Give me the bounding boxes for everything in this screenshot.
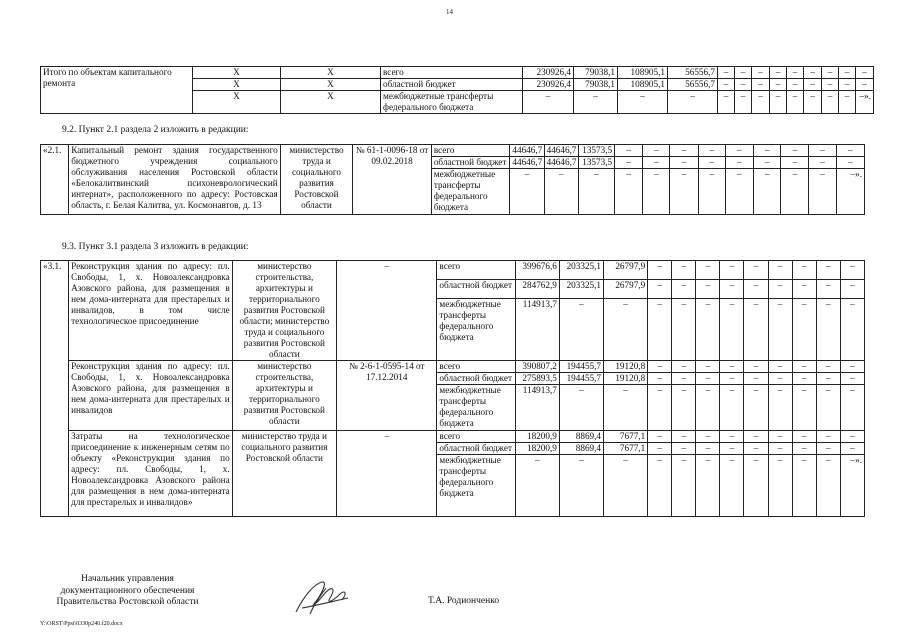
table-cell: – <box>648 455 672 517</box>
table-cell: – <box>648 373 672 385</box>
table-cell: – <box>840 299 864 361</box>
table-cell: – <box>672 455 696 517</box>
table-cell: – <box>744 261 768 280</box>
table-cell: – <box>672 385 696 431</box>
table-cell: 390807,2 <box>515 361 559 373</box>
table-cell: – <box>792 299 816 361</box>
table-cell: межбюджетные трансферты федерального бюджета <box>431 169 510 215</box>
table-cell: 108905,1 <box>618 79 668 91</box>
table-cell: – <box>816 361 840 373</box>
table-cell: – <box>648 361 672 373</box>
table-cell: – <box>559 455 603 517</box>
table-cell: – <box>752 91 770 114</box>
table-cell: 79038,1 <box>574 79 618 91</box>
table-cell: – <box>559 385 603 431</box>
table-cell: – <box>836 145 864 157</box>
table-cell: – <box>770 67 787 79</box>
table-cell: – <box>816 280 840 299</box>
table-cell: – <box>648 299 672 361</box>
table-cell: – <box>792 455 816 517</box>
table-cell: всего <box>437 361 515 373</box>
table-cell: – <box>752 79 770 91</box>
table-cell: 44646,7 <box>544 145 578 157</box>
table-cell: – <box>604 455 648 517</box>
table-cell: – <box>643 145 670 157</box>
table-cell: – <box>670 169 698 215</box>
table-cell: – <box>735 79 752 91</box>
table-cell: – <box>840 361 864 373</box>
table-cell: всего <box>437 261 515 280</box>
table-cell: – <box>720 361 744 373</box>
table-cell: 194455,7 <box>559 373 603 385</box>
table-cell: – <box>670 145 698 157</box>
table-cell: областной бюджет <box>437 443 515 455</box>
table-cell: – <box>822 79 839 91</box>
table-cell: – <box>768 455 792 517</box>
table-cell: – <box>787 79 804 91</box>
object-name: Реконструкция здания по адресу: пл. Свободы, 1, х. Новоалександровка Азовского района, для размещения в нем дома-интерната для престарелых и инвалидов, в том числе технологическое присоединение <box>69 261 233 361</box>
table-cell: – <box>696 431 720 443</box>
table-cell: – <box>672 443 696 455</box>
table-cell: – <box>754 169 781 215</box>
table-cell: 19120,8 <box>604 361 648 373</box>
table-cell: – <box>816 455 840 517</box>
table-cell: – <box>770 79 787 91</box>
table-cell: – <box>615 157 643 169</box>
table-cell: – <box>672 299 696 361</box>
table-cell: – <box>836 157 864 169</box>
table-cell: – <box>787 67 804 79</box>
table-cell: – <box>720 455 744 517</box>
table-cell: – <box>696 443 720 455</box>
table-cell: 44646,7 <box>510 157 544 169</box>
table-cell: – <box>672 431 696 443</box>
item-number: «3.1. <box>41 261 69 517</box>
table-cell: 114913,7 <box>515 299 559 361</box>
table-cell: – <box>720 299 744 361</box>
table-cell: – <box>856 67 874 79</box>
table-cell: – <box>744 361 768 373</box>
table-row <box>41 67 874 79</box>
table-cell: 114913,7 <box>515 385 559 431</box>
table-cell: – <box>615 145 643 157</box>
table-cell: – <box>792 431 816 443</box>
table-cell: – <box>768 443 792 455</box>
table-cell: – <box>792 280 816 299</box>
table-cell: – <box>696 261 720 280</box>
table-cell: областной бюджет <box>437 280 515 299</box>
table-cell: – <box>643 157 670 169</box>
responsible-org: министерство строительства, архитектуры и территориального развития Ростовской области; министерство труда и социального развития Ростовской области <box>232 261 336 361</box>
table-cell: 203325,1 <box>559 261 603 280</box>
expert-conclusion: – <box>337 431 437 517</box>
signatory-name: Т.А. Родионченко <box>428 596 500 606</box>
table-cell: – <box>618 91 668 114</box>
table-cell: – <box>744 280 768 299</box>
table-cell: – <box>839 79 856 91</box>
table-cell: – <box>720 443 744 455</box>
table-cell: – <box>768 373 792 385</box>
table-cell: – <box>809 145 836 157</box>
table-cell: – <box>718 91 735 114</box>
table-cell: Правительства Ростовской области <box>56 597 199 607</box>
table-cell: – <box>792 443 816 455</box>
table-cell: – <box>725 169 753 215</box>
table-cell: – <box>816 431 840 443</box>
table-cell: – <box>648 385 672 431</box>
table-cell: –». <box>836 169 864 215</box>
table-cell: – <box>672 373 696 385</box>
table-cell: – <box>754 145 781 157</box>
table-cell: – <box>840 280 864 299</box>
table-cell: – <box>840 431 864 443</box>
table-cell: – <box>578 169 614 215</box>
table-cell: – <box>752 67 770 79</box>
table-cell: 230926,4 <box>523 67 574 79</box>
table-cell: – <box>781 145 809 157</box>
table-cell: – <box>670 157 698 169</box>
table-cell: – <box>744 431 768 443</box>
responsible-org: министерство труда и социального развития Ростовской области <box>280 145 353 215</box>
table-cell: – <box>816 299 840 361</box>
table-cell: – <box>809 169 836 215</box>
table-cell: 13573,5 <box>578 157 614 169</box>
table-cell: межбюджетные трансферты федерального бюджета <box>437 299 515 361</box>
table-cell: 399676,6 <box>515 261 559 280</box>
table-cell: – <box>648 443 672 455</box>
table-cell: – <box>696 455 720 517</box>
table-cell: – <box>768 280 792 299</box>
table-cell: – <box>768 261 792 280</box>
table-cell: – <box>672 361 696 373</box>
table-cell: –». <box>840 455 864 517</box>
table-cell: X <box>193 67 281 79</box>
object-name: Реконструкция здания по адресу: пл. Свободы, 1, х. Новоалександровка Азовского района, для размещения в нем дома-интерната для престарелых и инвалидов <box>69 361 233 431</box>
table-cell: 284762,9 <box>515 280 559 299</box>
table-cell: – <box>787 91 804 114</box>
expert-conclusion: – <box>337 261 437 361</box>
table-cell: – <box>615 169 643 215</box>
table-cell: – <box>725 145 753 157</box>
table-cell: – <box>698 157 725 169</box>
table-cell: – <box>744 299 768 361</box>
table-cell: – <box>698 145 725 157</box>
totals-table <box>40 66 874 114</box>
table-cell: – <box>648 280 672 299</box>
table-cell: – <box>768 299 792 361</box>
table-cell: – <box>781 157 809 169</box>
signatory-title <box>40 574 215 609</box>
table-cell: – <box>718 79 735 91</box>
table-cell: – <box>840 443 864 455</box>
table-cell: – <box>696 373 720 385</box>
table-cell: – <box>840 261 864 280</box>
table-cell: – <box>604 385 648 431</box>
table-cell: – <box>720 431 744 443</box>
table-cell: 275893,5 <box>515 373 559 385</box>
object-name: Затраты на технологическое присоединение к инженерным сетям по объекту «Реконструкция здания по адресу: пл. Свободы, 1, х. Новоалександровка Азовского района для размещения в нем дома-интерната для престарелых и инвалидов» <box>69 431 233 517</box>
paragraph-9-3: 9.3. Пункт 3.1 раздела 3 изложить в редакции: <box>62 242 249 252</box>
file-path: Y:\ORST\Ppsi\0330p240.f20.docx <box>40 621 123 627</box>
table-cell: – <box>720 385 744 431</box>
table-cell: – <box>809 157 836 169</box>
table-cell: документационного обеспечения <box>60 585 195 596</box>
table-cell: – <box>668 91 718 114</box>
table-cell: 56556,7 <box>668 67 718 79</box>
table-cell: 7677,1 <box>604 443 648 455</box>
table-cell: областной бюджет <box>437 373 515 385</box>
object-name: Капитальный ремонт здания государственного бюджетного учреждения социального обслуживания населения Ростовской области «Белокалитвинский психоневрологический интернат», расположенного по адресу: Ростовская область, г. Белая Калитва, ул. Космонавтов, д. 13 <box>69 145 281 215</box>
table-cell: – <box>792 361 816 373</box>
table-item-3-1 <box>40 260 865 517</box>
table-cell: – <box>696 299 720 361</box>
table-cell: 26797,9 <box>604 280 648 299</box>
table-cell: 19120,8 <box>604 373 648 385</box>
table-cell: – <box>696 385 720 431</box>
table-cell: – <box>816 373 840 385</box>
table-cell: 26797,9 <box>604 261 648 280</box>
table-cell: – <box>720 280 744 299</box>
table-cell: – <box>768 385 792 431</box>
table-cell: – <box>840 385 864 431</box>
table-cell: – <box>781 169 809 215</box>
table-cell: 44646,7 <box>544 157 578 169</box>
table-cell: – <box>744 443 768 455</box>
table-cell: – <box>515 455 559 517</box>
table-cell: –». <box>856 91 874 114</box>
table-cell: Начальник управления <box>81 574 174 584</box>
table-cell: – <box>696 361 720 373</box>
table-cell: 8869,4 <box>559 431 603 443</box>
table-cell: межбюджетные трансферты федерального бюджета <box>381 91 523 114</box>
paragraph-9-2: 9.2. Пункт 2.1 раздела 2 изложить в редакции: <box>62 125 249 135</box>
table-cell: – <box>696 280 720 299</box>
table-cell: – <box>672 280 696 299</box>
responsible-org: министерство строительства, архитектуры и территориального развития Ростовской области <box>232 361 336 431</box>
expert-conclusion: № 61-1-0096-18 от 09.02.2018 <box>353 145 432 215</box>
table-cell: X <box>281 79 381 91</box>
table-cell: – <box>698 169 725 215</box>
table-cell: – <box>792 373 816 385</box>
table-cell: – <box>559 299 603 361</box>
table-cell: – <box>856 79 874 91</box>
table-cell: – <box>725 157 753 169</box>
table-cell: – <box>735 67 752 79</box>
table-cell: – <box>720 261 744 280</box>
expert-conclusion: № 2-6-1-0595-14 от 17.12.2014 <box>337 361 437 431</box>
table-cell: – <box>792 261 816 280</box>
item-number: «2.1. <box>41 145 69 215</box>
table-cell: – <box>648 431 672 443</box>
table-cell: – <box>804 79 822 91</box>
table-cell: – <box>840 373 864 385</box>
table-cell: – <box>544 169 578 215</box>
table-cell: межбюджетные трансферты федерального бюджета <box>437 455 515 517</box>
table-cell: – <box>768 361 792 373</box>
table-cell: 18200,9 <box>515 431 559 443</box>
table-cell: 56556,7 <box>668 79 718 91</box>
table-cell: – <box>839 67 856 79</box>
table-cell: – <box>718 67 735 79</box>
table-cell: межбюджетные трансферты федерального бюджета <box>437 385 515 431</box>
table-cell: 79038,1 <box>574 67 618 79</box>
table-cell: 108905,1 <box>618 67 668 79</box>
table-cell: – <box>804 91 822 114</box>
table-cell: – <box>816 261 840 280</box>
totals-name: Итого по объектам капитального ремонта <box>41 67 193 114</box>
table-cell: всего <box>437 431 515 443</box>
table-cell: – <box>816 443 840 455</box>
table-cell: 18200,9 <box>515 443 559 455</box>
table-cell: 13573,5 <box>578 145 614 157</box>
table-cell: – <box>754 157 781 169</box>
table-cell: – <box>648 261 672 280</box>
table-cell: – <box>822 91 839 114</box>
table-cell: X <box>193 79 281 91</box>
handwritten-signature <box>292 578 352 620</box>
table-cell: – <box>523 91 574 114</box>
table-cell: 203325,1 <box>559 280 603 299</box>
table-cell: – <box>574 91 618 114</box>
table-cell: – <box>839 91 856 114</box>
table-cell: – <box>604 299 648 361</box>
table-cell: 44646,7 <box>510 145 544 157</box>
table-cell: – <box>744 455 768 517</box>
table-cell: X <box>281 91 381 114</box>
table-cell: – <box>643 169 670 215</box>
table-cell: – <box>744 385 768 431</box>
table-cell: – <box>792 385 816 431</box>
table-cell: 7677,1 <box>604 431 648 443</box>
responsible-org: министерство труда и социального развития Ростовской области <box>232 431 336 517</box>
table-item-2-1 <box>40 144 865 215</box>
table-cell: – <box>816 385 840 431</box>
table-cell: – <box>822 67 839 79</box>
table-cell: X <box>281 67 381 79</box>
table-cell: всего <box>381 67 523 79</box>
page-number: 14 <box>446 8 453 16</box>
table-cell: областной бюджет <box>381 79 523 91</box>
table-cell: X <box>193 91 281 114</box>
table-cell: – <box>510 169 544 215</box>
table-cell: – <box>770 91 787 114</box>
table-cell: 230926,4 <box>523 79 574 91</box>
table-cell: – <box>804 67 822 79</box>
table-cell: – <box>768 431 792 443</box>
table-cell: – <box>744 373 768 385</box>
table-cell: областной бюджет <box>431 157 510 169</box>
table-cell: – <box>720 373 744 385</box>
table-cell: 8869,4 <box>559 443 603 455</box>
table-cell: всего <box>431 145 510 157</box>
table-cell: 194455,7 <box>559 361 603 373</box>
table-cell: – <box>672 261 696 280</box>
table-cell: – <box>735 91 752 114</box>
